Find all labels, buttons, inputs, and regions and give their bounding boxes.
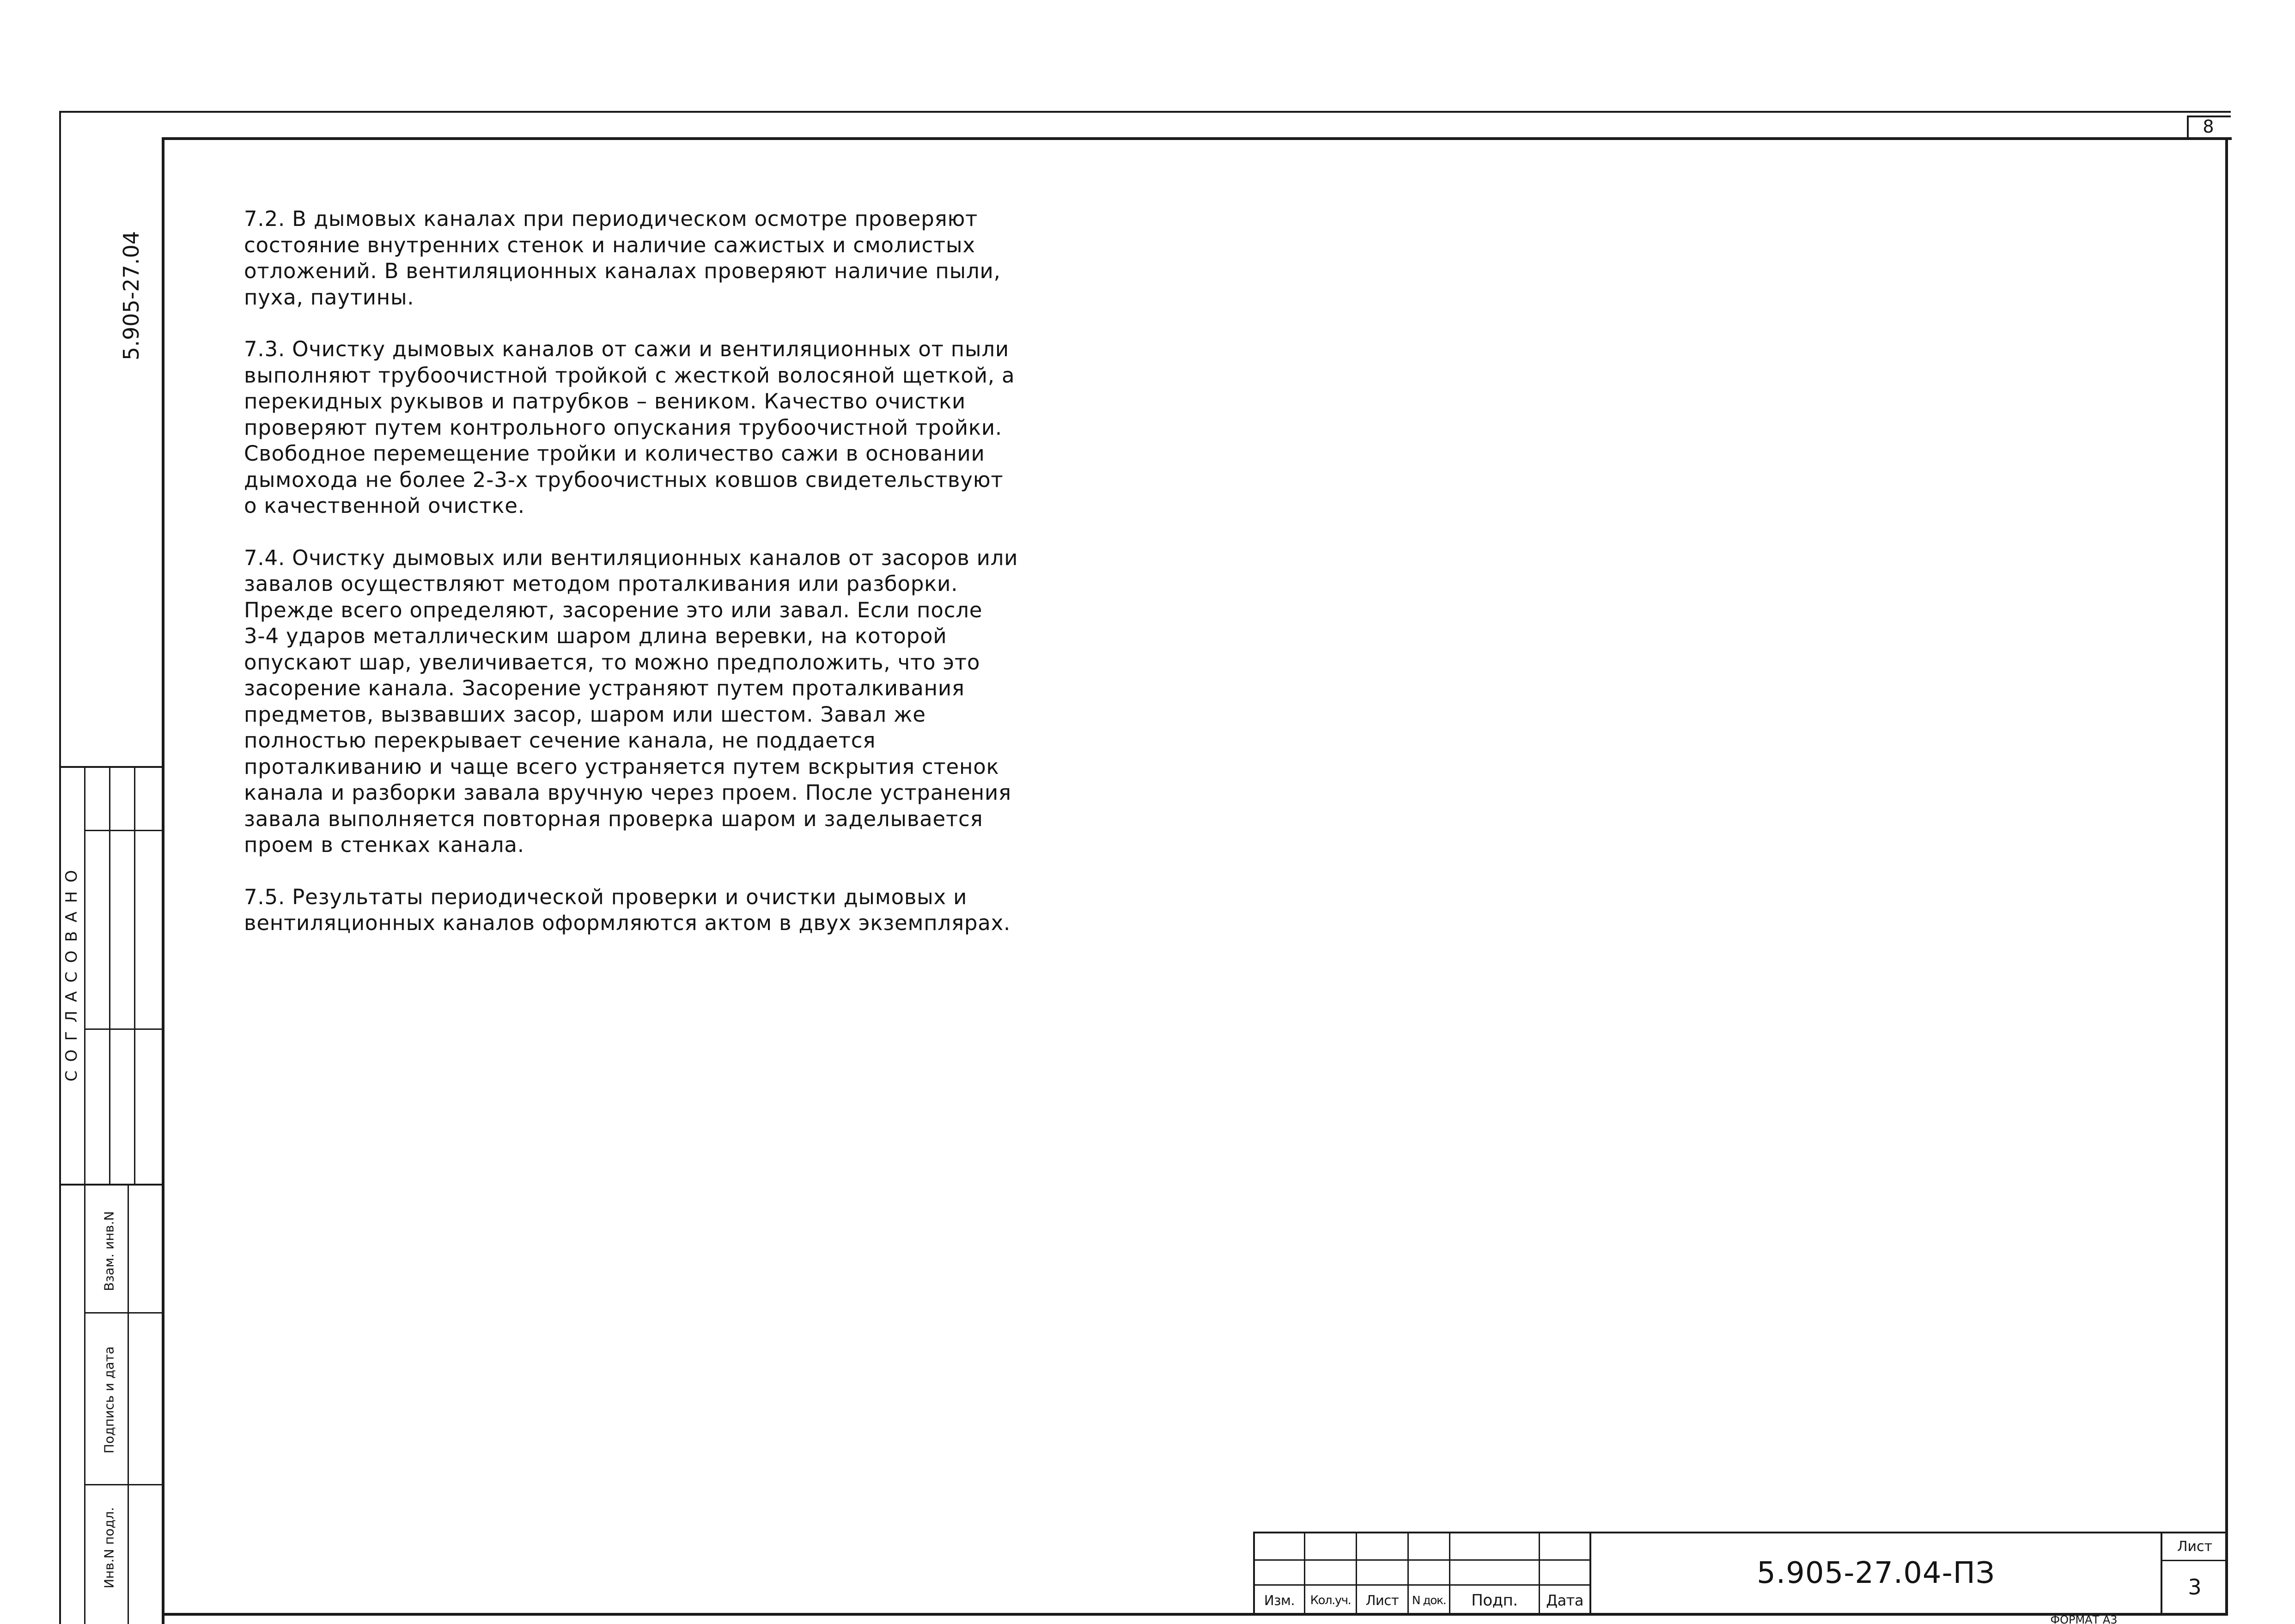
frame-right: [2225, 137, 2228, 1616]
stamp-grid-row1: [84, 830, 164, 831]
frame-bottom: [162, 1613, 2228, 1616]
stamp-grid-col2: [109, 766, 110, 1186]
stamp-grid-bottom: [59, 1184, 164, 1186]
explanatory-note-text: [244, 206, 1150, 962]
corner-sheet-number: 8: [2203, 116, 2214, 137]
approval-stamp: С О Г Л А С О В А Н О: [62, 868, 81, 1082]
column-label-podp: Подп.: [1471, 1591, 1518, 1610]
sheet-label: Лист: [2177, 1539, 2213, 1555]
paragraph-7-2: 7.2. В дымовых каналах при периодическом осмотре проверяют состояние внутренних стенок и наличие сажистых и смолистых отложений. В вентиляционных каналах проверяют наличие пыли, пуха, паутины.: [244, 207, 1001, 310]
stamp-grid-col3: [134, 766, 135, 1186]
stamp-grid-top: [59, 766, 164, 768]
frame-top-outer: [59, 111, 2231, 113]
paragraph-7-5: 7.5. Результаты периодической проверки и очистки дымовых и вентиляционных каналов оформляются актом в двух экземплярах.: [244, 884, 1011, 935]
frame-left-outer: [59, 111, 61, 1624]
margin-fields-col: [128, 1186, 129, 1624]
stamp-grid-row2: [84, 1028, 164, 1030]
column-label-izm: Изм.: [1264, 1593, 1295, 1608]
paragraph-7-3: 7.3. Очистку дымовых каналов от сажи и вентиляционных от пыли выполняют трубоочистной тройкой с жесткой волосяной щеткой, а перекидных рукывов и патрубков – веником. Качество очистки проверяют путем контрольного опускания трубоочистной тройки. Свободное перемещение тройки и количество сажи в основании дымохода не более 2-3-х трубоочистных ковшов свидетельствуют о качественной очистке.: [244, 337, 1015, 518]
paragraph-7-4: 7.4. Очистку дымовых или вентиляционных каналов от засоров или завалов осуществляют методом проталкивания или разборки. Прежде всего определяют, засорение это или завал. Если после 3-4 ударов металлическим шаром длина веревки, на которой опускают шар, увеличивается, то можно предположить, что это засорение канала. Засорение устраняют путем проталкивания предметов, вызвавших засор, шаром или шестом. Завал же полностью перекрывает сечение канала, не поддается проталкиванию и чаще всего устраняется путем вскрытия стенок канала и разборки завала вручную через проем. После устранения завала выполняется повторная проверка шаром и заделывается проем в стенках канала.: [244, 545, 1018, 857]
margin-document-code: 5.905-27.04: [119, 231, 144, 360]
margin-field-inv-podl: Инв.N подл.: [101, 1507, 117, 1589]
sheet-number: 3: [2188, 1575, 2202, 1600]
column-label-kol-uch: Кол.уч.: [1310, 1594, 1351, 1607]
margin-fields-row1: [84, 1312, 164, 1314]
margin-fields-row2: [84, 1484, 164, 1485]
column-label-data: Дата: [1546, 1592, 1583, 1609]
document-code: 5.905-27.04-ПЗ: [1757, 1556, 1995, 1590]
column-label-n-dok: N док.: [1412, 1594, 1446, 1607]
format-label: ФОРМАТ А3: [2050, 1613, 2118, 1624]
margin-field-signature-date: Подпись и дата: [101, 1346, 117, 1454]
frame-top-inner: [162, 137, 2232, 140]
column-label-list: Лист: [1365, 1593, 1399, 1608]
margin-field-vzam-inv: Взам. инв.N: [101, 1211, 117, 1291]
frame-left-inner: [162, 138, 164, 1624]
stamp-grid-col1: [84, 766, 85, 1624]
